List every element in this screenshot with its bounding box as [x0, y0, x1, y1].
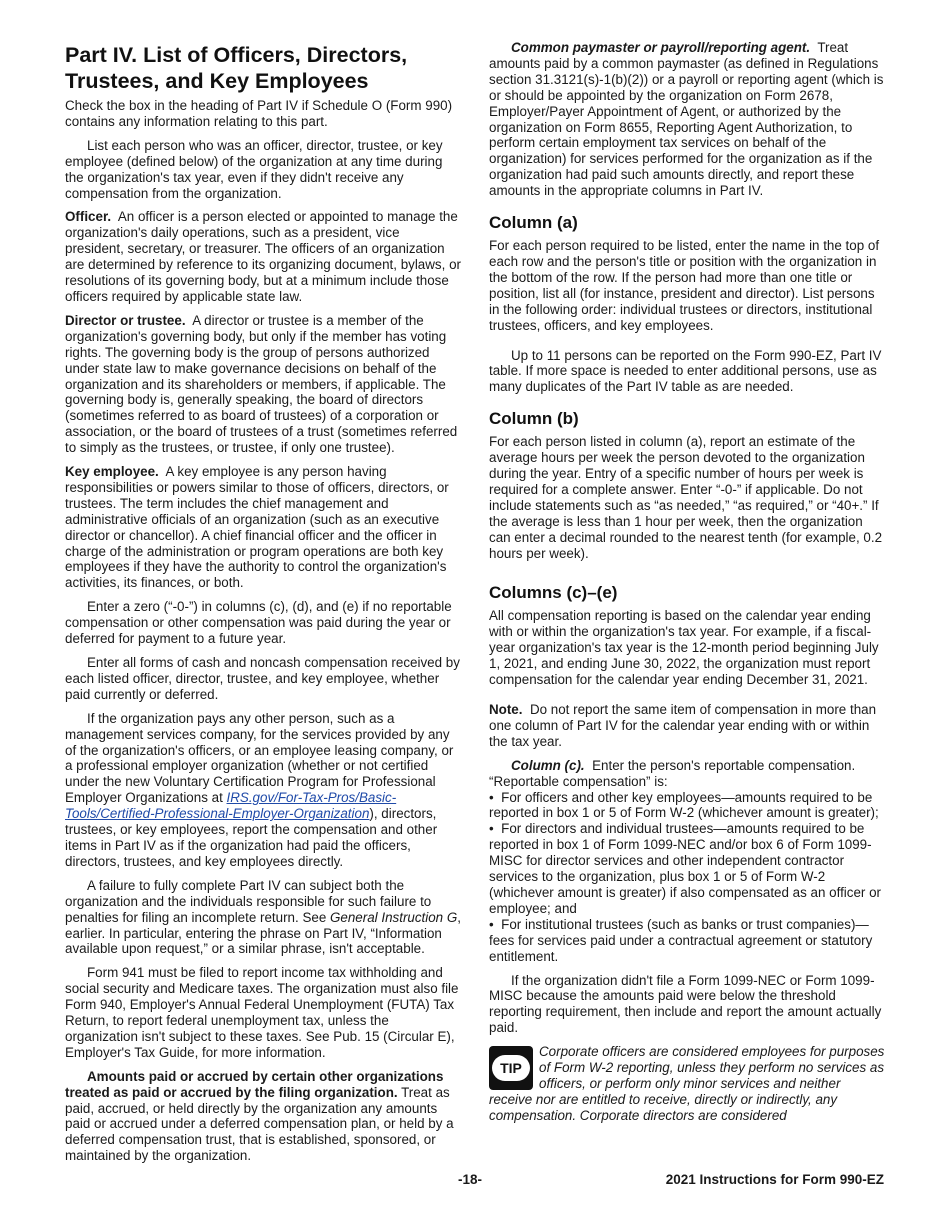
officer-label: Officer.: [65, 209, 112, 225]
eleven-persons-paragraph: Up to 11 persons can be reported on the Form 990-EZ, Part IV table. If more space is needed to enter additional persons, use as many duplicates of the Part IV table as are needed.: [489, 347, 882, 395]
failure-text-end: , earlier. In particular, entering the phrase on Part IV, “Information available upon request,” or a similar phrase, isn't acceptable.: [65, 909, 462, 957]
officer-text: An officer is a person elected or appointed to manage the organization's daily operations, such as a president, vice president, secretary, or treasurer. The officers of an organization are determined by reference to its organizing document, bylaws, or resolutions of its governing body, but at a minimum include those officers required by applicable state law.: [65, 209, 461, 304]
column-a-paragraph: For each person required to be listed, enter the name in the top of each row and the person's title or position with the organization in the bottom of the row. If the person had more than one title or position, list all (for instance, president and director). List persons in the following order: individual trustees or directors, institutional trustees, officers, and key employees.: [489, 238, 880, 333]
amounts-paid-text: Treat as paid, accrued, or held directly by the organization any amounts paid or accrued under a deferred compensation plan, or held by a deferred compensation trust, that is established, sponsored, or maintained by the organization.: [65, 1084, 454, 1164]
right-column: [489, 40, 885, 1124]
director-definition: [65, 313, 461, 456]
note-label: Note.: [489, 702, 523, 717]
bullet-text: For directors and individual trustees—amounts required to be reported in box 1 of Form 1099-NEC and/or box 6 of Form 1099-MISC for director services and other independent contractor services to the organization, plus box 1 or 5 of Form W-2 (whichever amount is greater) if also compensated as an officer or employee; and: [489, 821, 881, 916]
general-instruction-reference: General Instruction G: [330, 909, 458, 925]
peo-paragraph: [65, 711, 461, 870]
amounts-paid-label: Amounts paid or accrued by certain other organizations treated as paid or accrued by the filing organization.: [65, 1068, 444, 1100]
bullet-icon: •: [489, 916, 494, 932]
column-c-text: Enter the person's reportable compensation. “Reportable compensation” is:: [489, 757, 856, 789]
zero-entry-paragraph: Enter a zero (“-0-”) in columns (c), (d), and (e) if no reportable compensation or other compensation was paid during the year or deferred for payment to a future year.: [65, 599, 452, 647]
part-iv-title: Part IV. List of Officers, Directors, Trustees, and Key Employees: [65, 43, 408, 93]
paymaster-text: Treat amounts paid by a common paymaster (as defined in Regulations section 31.3121(s)-1(b)(2)) or a payroll or reporting agent (which is or should be appointed by the organization on Form 2678, Employer/Payer Appointment of Agent, or authorized by the organization on Form 8655, Reporting Agent Authorization, to perform certain employment tax services on behalf of the organization) for services performed for the organization as if the organization had paid such amounts directly, and report these amounts in the appropriate columns in Part IV.: [489, 40, 884, 199]
list-persons-paragraph: List each person who was an officer, director, trustee, or key employee (defined below) of the organization at any time during the organization's tax year, even if they didn't receive any compensation from the organization.: [65, 137, 443, 201]
key-employee-definition: [65, 464, 461, 591]
tip-text: Corporate officers are considered employees for purposes of Form W-2 reporting, unless they perform no services as officers, or perform only minor services and neither receive nor are entitled to receive, directly or indirectly, any compensation. Corporate directors are considered: [489, 1044, 885, 1123]
column-b-paragraph: For each person listed in column (a), report an estimate of the average hours per week the person devoted to the organization during the year. Entry of a specific number of hours per week is required for a complete answer. Enter “-0-” if applicable. Do not include statements such as “as needed,” “as required,” or “40+.” If the average is less than 1 hour per week, then the organization can enter a decimal rounded to the nearest tenth (for example, 0.2 hours per week).: [489, 434, 883, 561]
director-label: Director or trustee.: [65, 312, 186, 328]
form-1099-paragraph: If the organization didn't file a Form 1099-NEC or Form 1099-MISC because the amounts paid were below the threshold reporting requirement, then include and report the amount actually paid.: [489, 972, 882, 1036]
failure-text-start: A failure to fully complete Part IV can subject both the organization and the individuals responsible for such failure to penalties for filing an incomplete return. See: [65, 877, 432, 925]
left-column: [65, 40, 461, 1172]
amounts-paid-paragraph: [65, 1069, 461, 1164]
columns-c-e-paragraph: All compensation reporting is based on the calendar year ending with or within the organization's tax year. For example, if a fiscal-year organization's tax year is the 12-month period beginning July 1, 2021, and ending June 30, 2022, the organization must report compensation for the calendar year ending December 31, 2021.: [489, 608, 879, 688]
column-c-label: Column (c).: [511, 757, 585, 773]
failure-paragraph: [65, 878, 461, 958]
bullet-icon: •: [489, 821, 494, 837]
schedule-o-paragraph: Check the box in the heading of Part IV if Schedule O (Form 990) contains any information relating to this part.: [65, 98, 453, 129]
columns-c-e-heading: Columns (c)–(e): [489, 583, 618, 603]
key-employee-label: Key employee.: [65, 464, 159, 480]
certified-peo-link[interactable]: IRS.gov/For-Tax-Pros/Basic-Tools/Certified-Professional-Employer-Organization: [65, 790, 397, 822]
footer-form-title: 2021 Instructions for Form 990-EZ: [665, 1172, 884, 1187]
paymaster-label: Common paymaster or payroll/reporting agent.: [511, 40, 811, 55]
form-941-paragraph: Form 941 must be filed to report income tax withholding and social security and Medicare taxes. The organization must also file Form 940, Employer's Annual Federal Unemployment (FUTA) Tax Return, to report federal unemployment tax, unless the organization isn't subject to these taxes. See Pub. 15 (Circular E), Employer's Tax Guide, for more information.: [65, 965, 459, 1060]
peo-text-end: ), directors, trustees, or key employees, report the compensation and other items in Part IV as if the organization had paid the officers, directors, trustees, and key employees directly.: [65, 806, 438, 869]
list-item: [489, 917, 885, 965]
column-b-heading: Column (b): [489, 409, 579, 429]
page-number: -18-: [458, 1172, 483, 1187]
key-employee-text: A key employee is any person having responsibilities or powers similar to those of officers, directors, or trustees. The term includes the chief management and administrative officials of an organization (such as an executive director or chancellor). A chief financial officer and the officer in charge of the administration or program operations are both key employees if they have the authority to control the organization's activities, its finances, or both.: [65, 464, 449, 591]
tip-box: [489, 1044, 885, 1124]
tip-icon: [489, 1046, 533, 1090]
list-item: [489, 821, 885, 916]
bullet-text: For officers and other key employees—amounts required to be reported in box 1 or 5 of Form W-2 (whichever amount is greater);: [489, 789, 879, 821]
note-text: Do not report the same item of compensation in more than one column of Part IV for the calendar year ending with or within the tax year.: [489, 702, 877, 749]
column-c-paragraph: [489, 758, 885, 790]
director-text: A director or trustee is a member of the organization's governing body, but only if the member has voting rights. The governing body is the group of persons authorized under state law to make governance decisions on behalf of the organization and its shareholders or members, if applicable. The governing body is, generally speaking, the board of directors (sometimes referred to as board of trustees) of a corporation or association, or the board of trustees of a trust (sometimes referred to simply as the trustees, or trustee, if only one trustee).: [65, 312, 458, 456]
officer-definition: [65, 209, 461, 304]
peo-text-start: If the organization pays any other person, such as a management services company, for the services provided by any of the organization's officers, or an employee leasing company, or a professional employer organization (whether or not certified under the new Voluntary Certification Program for Professional Employer Organizations at: [65, 710, 454, 806]
tip-icon-label: TIP: [492, 1055, 530, 1081]
note-paragraph: [489, 702, 885, 750]
bullet-icon: •: [489, 789, 494, 805]
column-a-heading: Column (a): [489, 213, 578, 233]
cash-noncash-paragraph: Enter all forms of cash and noncash compensation received by each listed officer, director, trustee, and key employee, whether paid currently or deferred.: [65, 655, 460, 702]
list-item: [489, 790, 885, 822]
bullet-text: For institutional trustees (such as banks or trust companies)—fees for services paid under a contractual agreement or statutory entitlement.: [489, 916, 873, 964]
paymaster-paragraph: [489, 40, 885, 199]
